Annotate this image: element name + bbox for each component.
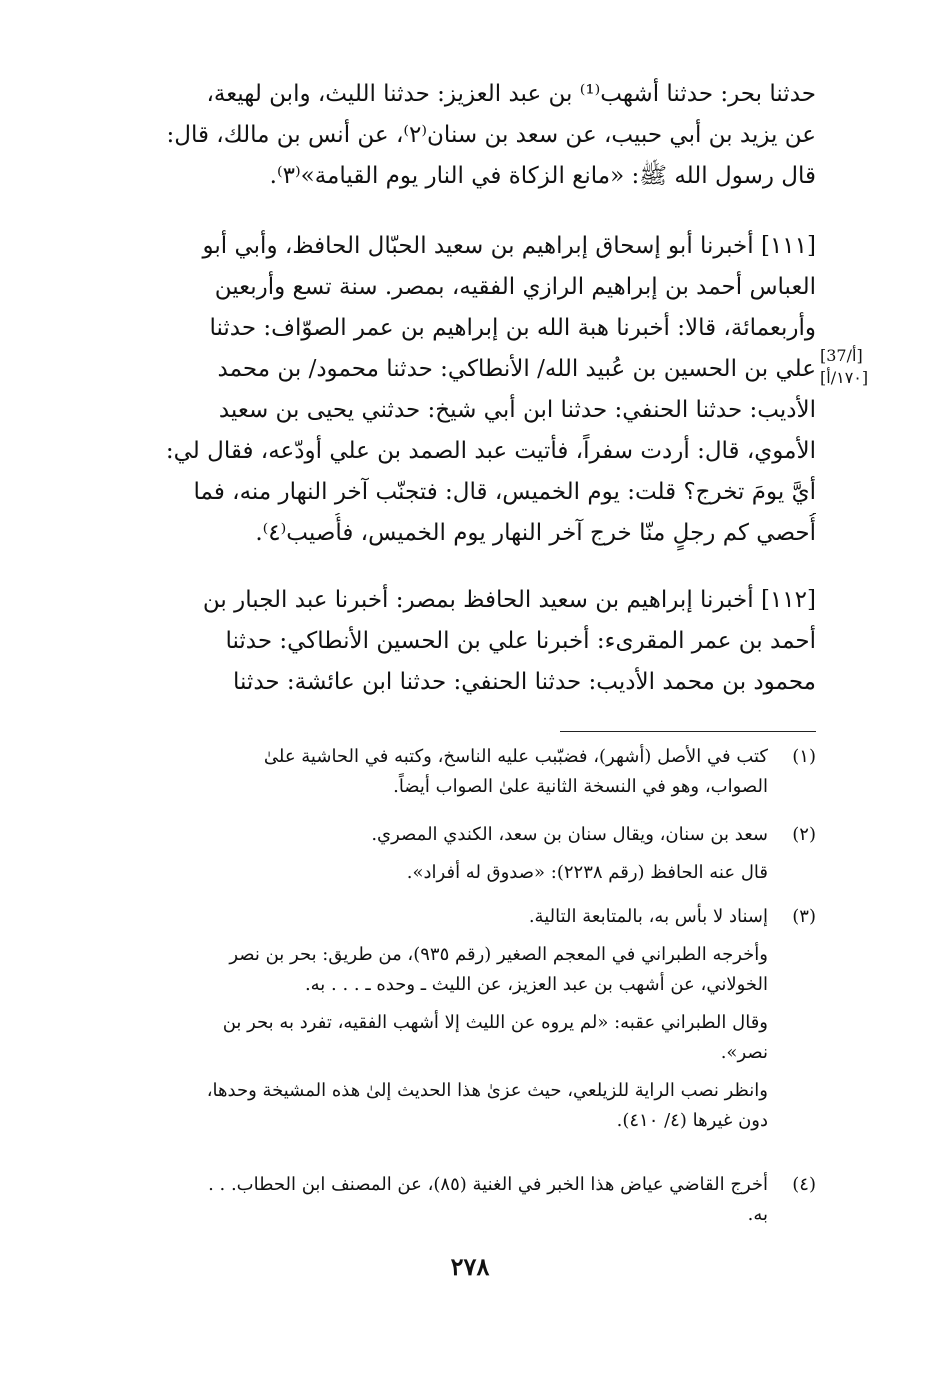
footnote-line: قال عنه الحافظ (رقم ٢٢٣٨): «صدوق له أفراد».: [406, 862, 768, 883]
hadith-paragraph-112: [104, 580, 816, 703]
footnote-number: (٤): [792, 1174, 816, 1195]
text-line: [١١١] أخبرنا أبو إسحاق إبراهيم بن سعيد الحبّال الحافظ، وأبي أبو: [202, 233, 816, 259]
page-number: ٢٧٨: [450, 1252, 490, 1281]
folio-ref-primary: [37/أ]: [820, 346, 863, 365]
footnote-4: [104, 1170, 816, 1230]
footnote-separator: [560, 731, 816, 732]
footnote-line: وقال الطبراني عقبه: «لم يروه عن الليث إلا أشهب الفقيه، تفرد به بحر بن: [222, 1012, 768, 1033]
footnote-line: كتب في الأصل (أشهر)، فضبّبب عليه الناسخ، وكتبه في الحاشية علىٰ: [263, 746, 768, 767]
text-line: علي بن الحسين بن عُبيد الله/ الأنطاكي: حدثنا محمود/ بن محمد: [217, 356, 816, 382]
footnote-number: (١): [792, 746, 816, 767]
footnote-2: [104, 820, 816, 888]
text-line: حدثنا بحر: حدثنا أشهب⁽¹⁾ بن عبد العزيز: حدثنا الليث، وابن لهيعة،: [206, 81, 816, 107]
text-line: أحمد بن عمر المقرىء: أخبرنا علي بن الحسين الأنطاكي: حدثنا: [225, 628, 816, 654]
footnote-body: [104, 902, 768, 1136]
text-line: قال رسول الله ﷺ: «مانع الزكاة في النار يوم القيامة»⁽٣⁾.: [269, 163, 816, 189]
footnote-line: به.: [747, 1204, 768, 1225]
text-line: وأربعمائة، قالا: أخبرنا هبة الله بن إبراهيم بن عمر الصوّاف: حدثنا: [209, 315, 816, 341]
hadith-paragraph-111: [104, 226, 816, 554]
footnote-line: وانظر نصب الراية للزيلعي، حيث عزىٰ هذا الحديث إلىٰ هذه المشيخة وحدها،: [206, 1080, 768, 1101]
footnote-line: دون غيرها (٤/ ٤١٠).: [616, 1110, 768, 1131]
footnote-line: نصر».: [720, 1042, 768, 1063]
text-line: الأديب: حدثنا الحنفي: حدثنا ابن أبي شيخ: حدثني يحيى بن سعيد: [218, 397, 816, 423]
footnote-body: [104, 1170, 768, 1230]
text-line: [١١٢] أخبرنا إبراهيم بن سعيد الحافظ بمصر: أخبرنا عبد الجبار بن: [202, 587, 816, 613]
text-line: أيَّ يومَ تخرج؟ قلت: يوم الخميس، قال: فتجنّب آخر النهار منه، فما: [193, 479, 816, 505]
footnote-line: إسناد لا بأس به، بالمتابعة التالية.: [528, 906, 768, 927]
footnote-line: الصواب، وهو في النسخة الثانية علىٰ الصواب أيضاً.: [393, 776, 768, 797]
footnote-line: سعد بن سنان، ويقال سنان بن سعد، الكندي المصري.: [371, 824, 768, 845]
footnote-line: أخرج القاضي عياض هذا الخبر في الغنية (٨٥)، عن المصنف ابن الحطاب. . .: [208, 1174, 768, 1195]
text-line: العباس أحمد بن إبراهيم الرازي الفقيه، بمصر. سنة تسع وأربعين: [214, 274, 816, 300]
footnote-line: وأخرجه الطبراني في المعجم الصغير (رقم ٩٣٥)، من طريق: بحر بن نصر: [229, 944, 768, 965]
footnote-1: [104, 742, 816, 802]
text-line: الأموي، قال: أردت سفراً، فأتيت عبد الصمد بن علي أودّعه، فقال لي:: [165, 438, 816, 464]
footnote-line: الخولاني، عن أشهب بن عبد العزيز، عن الليث ـ وحده ـ . . . به.: [304, 974, 768, 995]
text-line: عن يزيد بن أبي حبيب، عن سعد بن سنان⁽٢⁾، عن أنس بن مالك، قال:: [166, 122, 816, 148]
text-line: محمود بن محمد الأديب: حدثنا الحنفي: حدثنا ابن عائشة: حدثنا: [232, 669, 816, 695]
footnote-number: (٣): [792, 906, 816, 927]
footnote-body: [104, 820, 768, 888]
footnote-number: (٢): [792, 824, 816, 845]
text-line: أُحصي كم رجلٍ منّا خرج آخر النهار يوم الخميس، فأُصيب⁽٤⁾.: [255, 520, 816, 546]
hadith-paragraph: [104, 74, 816, 197]
margin-folio-references: [820, 345, 900, 389]
folio-ref-secondary: [١٧٠/أ]: [820, 368, 869, 387]
footnote-body: [104, 742, 768, 802]
footnote-3: [104, 902, 816, 1136]
